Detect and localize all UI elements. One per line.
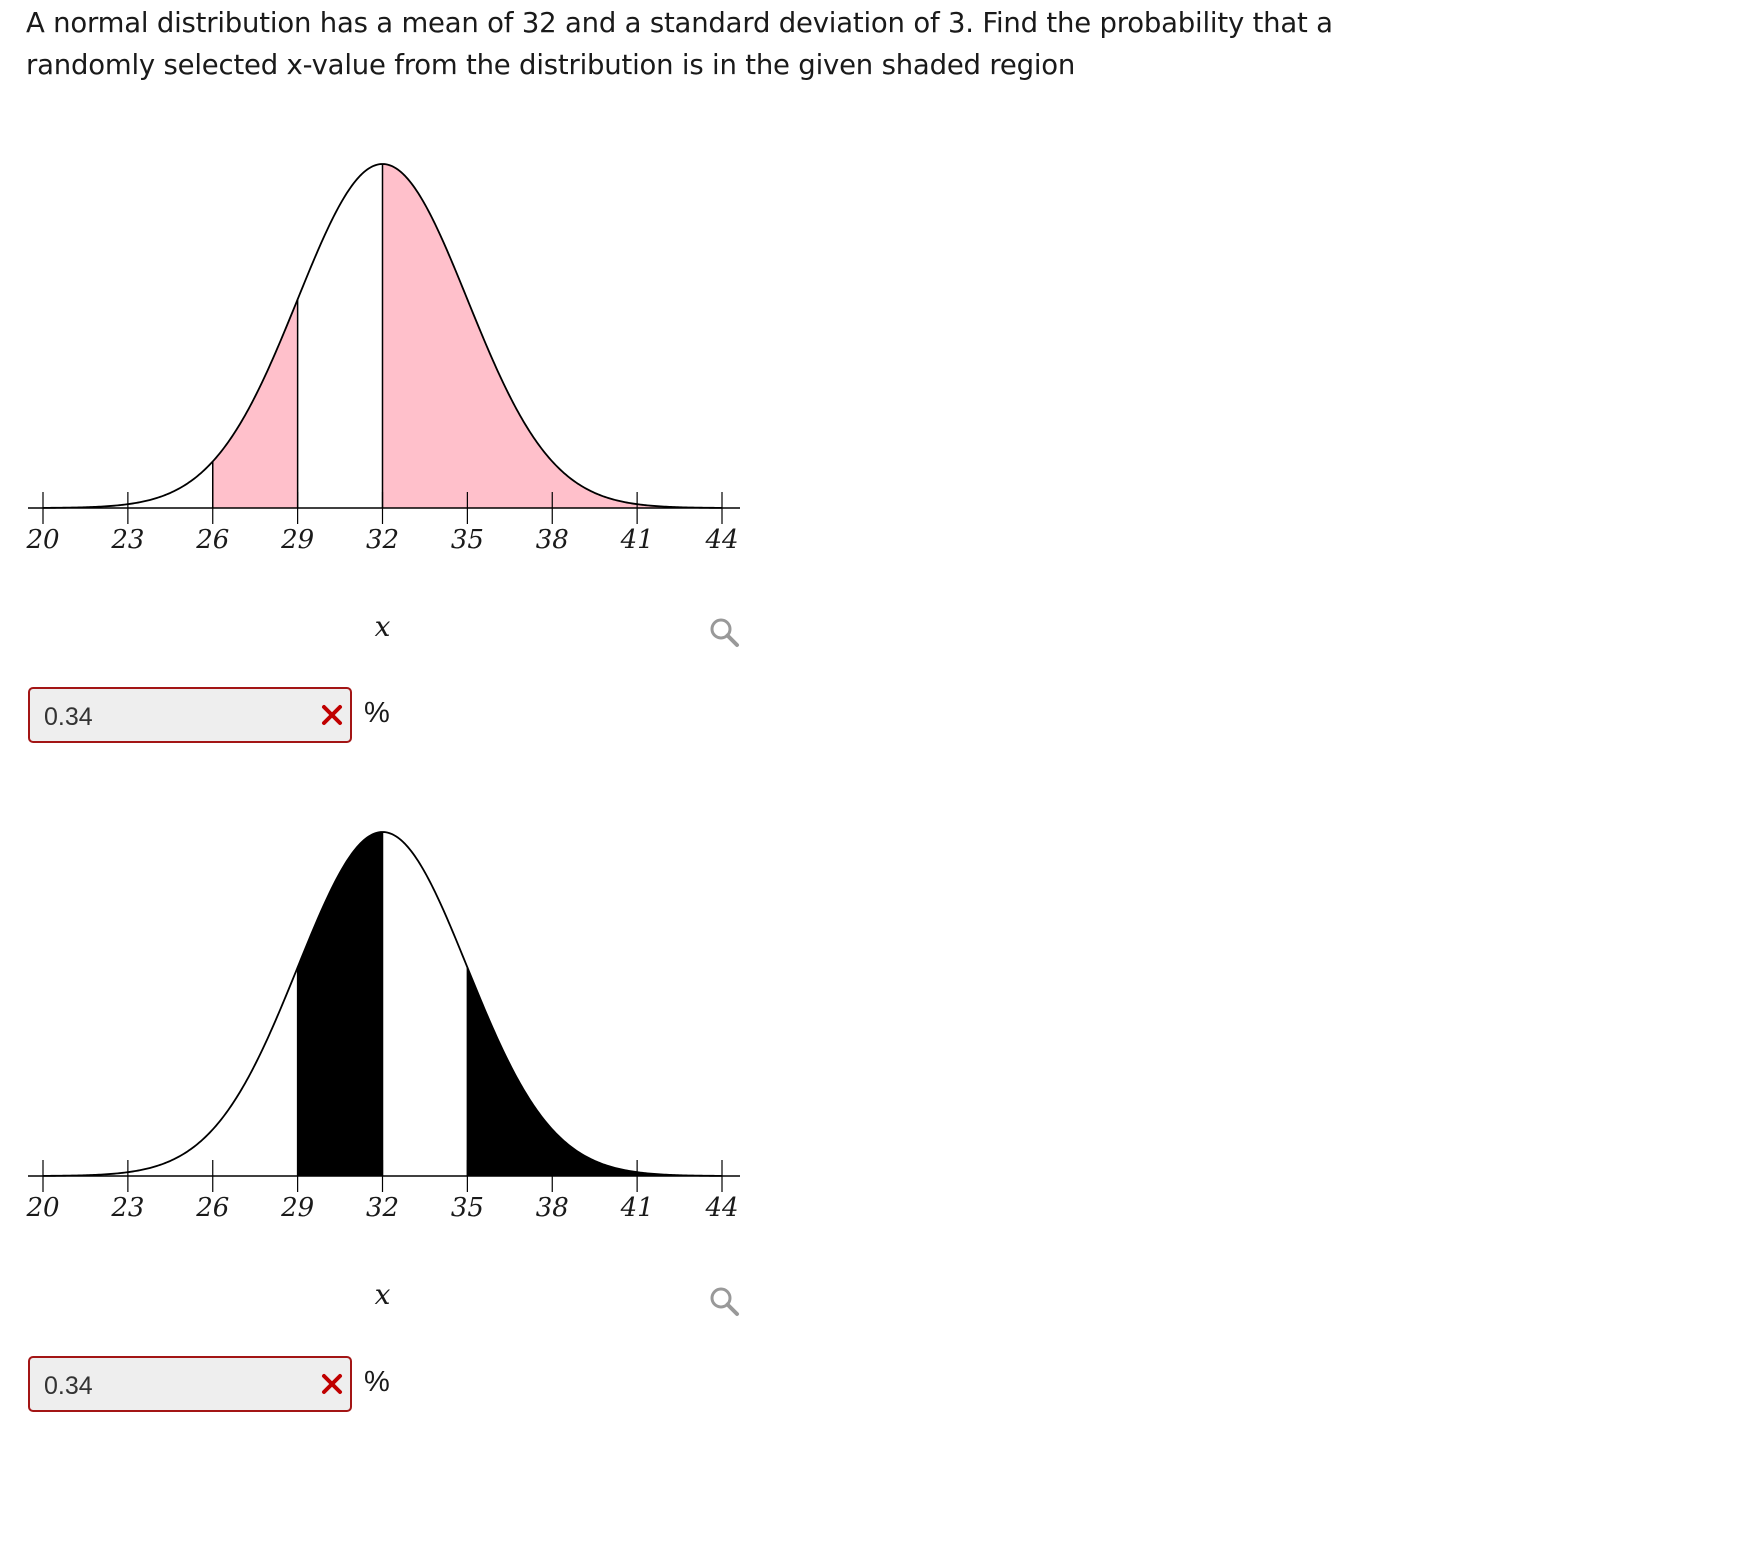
x-tick-label: 41 <box>620 525 654 555</box>
x-tick-label: 29 <box>281 525 315 555</box>
x-tick-label: 44 <box>705 525 739 555</box>
x-tick-label: 23 <box>111 525 145 555</box>
x-tick-label: 26 <box>196 525 230 555</box>
x-tick-label: 23 <box>111 1193 145 1223</box>
shaded-region-2 <box>467 967 722 1176</box>
answer-input-2[interactable] <box>28 1356 352 1412</box>
x-tick-label: 35 <box>450 1193 484 1223</box>
answer-value: 0.34 <box>44 703 93 731</box>
x-tick-label: 35 <box>450 525 484 555</box>
zoom-magnifier-icon[interactable] <box>704 1281 744 1321</box>
x-axis-label: x <box>374 610 391 643</box>
x-tick-label: 20 <box>26 525 60 555</box>
zoom-magnifier-icon[interactable] <box>704 612 744 652</box>
normal-distribution-graph-2 <box>0 808 780 1388</box>
x-tick-label: 32 <box>365 1193 400 1223</box>
normal-distribution-graph-1 <box>0 140 780 720</box>
graph-1-svg <box>0 140 780 680</box>
x-tick-label: 38 <box>535 525 569 555</box>
x-tick-label: 41 <box>620 1193 654 1223</box>
x-tick-label: 38 <box>535 1193 569 1223</box>
percent-unit: % <box>364 1366 390 1398</box>
percent-unit: % <box>364 697 390 729</box>
x-mark-icon <box>320 1372 344 1396</box>
x-tick-label: 32 <box>365 525 400 555</box>
shaded-region-1 <box>298 832 383 1176</box>
x-tick-label: 20 <box>26 1193 60 1223</box>
x-tick-label: 44 <box>705 1193 739 1223</box>
x-tick-label: 29 <box>281 1193 315 1223</box>
x-mark-icon <box>320 703 344 727</box>
answer-value: 0.34 <box>44 1372 93 1400</box>
x-axis-label: x <box>374 1278 391 1311</box>
question-text: A normal distribution has a mean of 32 and a standard deviation of 3. Find the probability that a randomly selected x-value from the distribution is in the given shaded region <box>26 7 1333 81</box>
graph-2-svg <box>0 808 780 1348</box>
x-tick-label: 26 <box>196 1193 230 1223</box>
answer-input-1[interactable] <box>28 687 352 743</box>
shaded-region-2 <box>383 164 723 508</box>
